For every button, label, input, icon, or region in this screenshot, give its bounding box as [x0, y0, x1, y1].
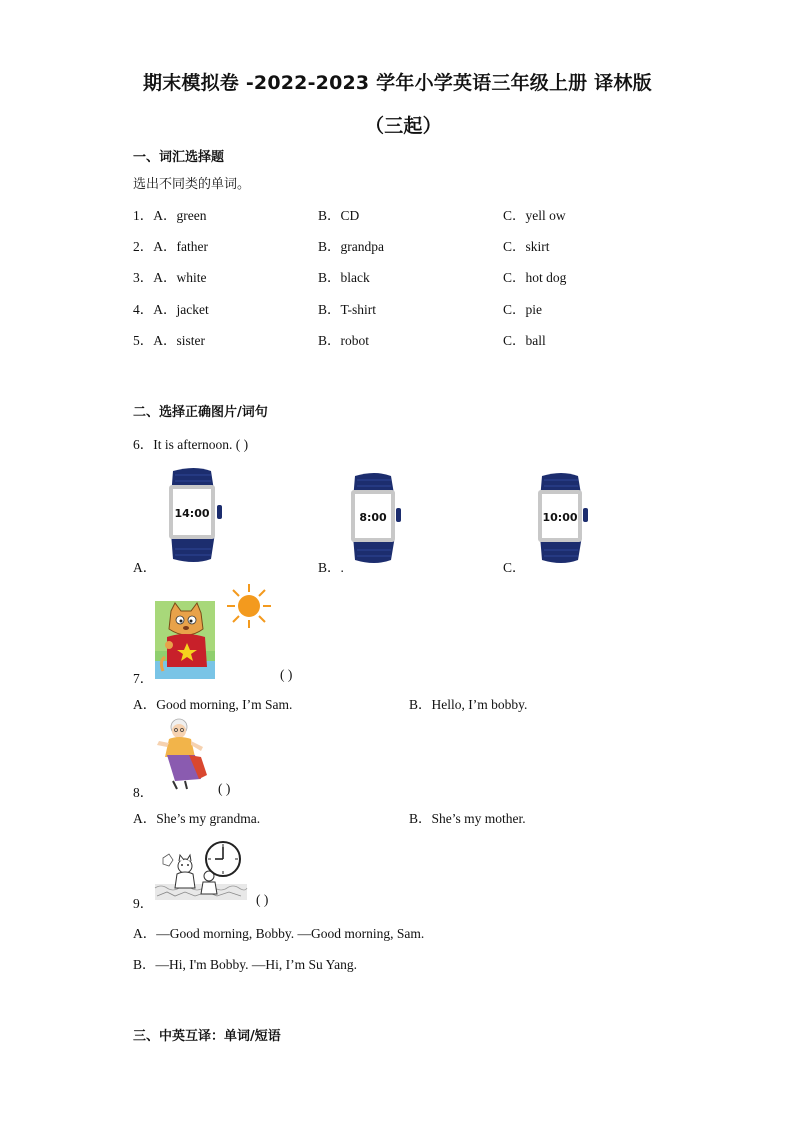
- question-1-option-a: 1．A．green: [133, 208, 207, 223]
- question-3-option-a: 3．A．white: [133, 270, 207, 285]
- question-1-option-c: C．yell ow: [503, 208, 566, 223]
- watch-a-time: 14:00: [174, 507, 210, 520]
- question-3-option-c: C．hot dog: [503, 270, 567, 285]
- watch-image-c: [534, 472, 590, 564]
- question-7-answer-paren: ( ): [280, 667, 293, 682]
- question-1-option-b: B．CD: [318, 208, 360, 223]
- question-9-option-a: A．—Good morning, Bobby. —Good morning, Sam.: [133, 926, 425, 941]
- question-2-option-b: B．grandpa: [318, 239, 384, 254]
- section-instruction: 选出不同类的单词。: [133, 177, 251, 192]
- section-heading-vocabulary: 一、词汇选择题: [133, 150, 225, 165]
- question-8-answer-paren: ( ): [218, 781, 231, 796]
- watch-image-b: [347, 472, 403, 564]
- question-4-option-b: B．T-shirt: [318, 302, 377, 317]
- watch-b-time: 8:00: [359, 511, 387, 524]
- question-3-option-b: B．black: [318, 270, 370, 285]
- question-4-option-c: C．pie: [503, 302, 542, 317]
- question-5-option-b: B．robot: [318, 333, 370, 348]
- question-7-number: 7．: [133, 671, 154, 686]
- question-8-number: 8．: [133, 785, 154, 800]
- page-title-line2: （三起）: [365, 115, 442, 137]
- question-4-option-a: 4．A．jacket: [133, 302, 209, 317]
- section-heading-choose-picture: 二、选择正确图片/词句: [133, 405, 268, 420]
- section-heading-translation: 三、中英互译：单词/短语: [133, 1029, 281, 1044]
- question-6-stem: 6．It is afternoon. ( ): [133, 437, 249, 452]
- question-9-option-b: B．—Hi, I'm Bobby. —Hi, I’m Su Yang.: [133, 957, 357, 972]
- morning-scene-image: [155, 840, 247, 906]
- question-9-answer-paren: ( ): [256, 892, 269, 907]
- cat-sam-image: [155, 601, 215, 679]
- question-6-option-a-label: A．: [133, 560, 157, 575]
- sun-icon: [226, 583, 272, 629]
- question-7-option-a: A．Good morning, I’m Sam.: [133, 697, 293, 712]
- question-8-option-b: B．She’s my mother.: [409, 811, 526, 826]
- question-7-option-b: B．Hello, I’m bobby.: [409, 697, 528, 712]
- question-2-option-c: C．skirt: [503, 239, 550, 254]
- question-2-option-a: 2．A．father: [133, 239, 208, 254]
- question-8-option-a: A．She’s my grandma.: [133, 811, 261, 826]
- question-6-option-b-label: B．.: [318, 560, 344, 575]
- question-6-option-c-label: C．: [503, 560, 526, 575]
- watch-image-a: [165, 467, 225, 563]
- question-5-option-a: 5．A．sister: [133, 333, 205, 348]
- question-9-number: 9．: [133, 896, 154, 911]
- question-5-option-c: C．ball: [503, 333, 546, 348]
- page-title-line1: 期末模拟卷 -2022-2023 学年小学英语三年级上册 译林版: [143, 72, 652, 94]
- watch-c-time: 10:00: [542, 511, 578, 524]
- grandma-image: [155, 717, 211, 791]
